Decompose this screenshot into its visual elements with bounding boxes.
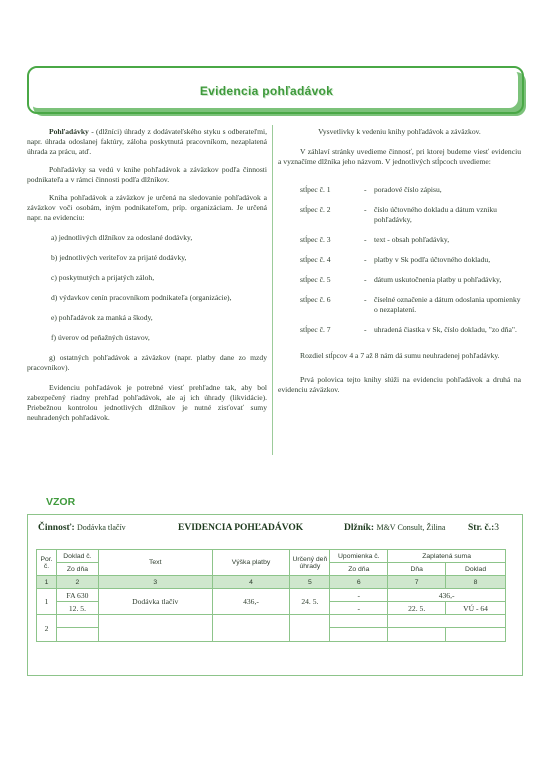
- intro-paragraph: [27, 127, 267, 157]
- page-number: Str. č.:3: [468, 523, 500, 533]
- col-num: 2: [56, 576, 98, 589]
- row1-vyska: 436,-: [212, 589, 290, 615]
- col-num: 1: [37, 576, 57, 589]
- list-item-f: f) úverov od peňažných ústavov,: [51, 333, 150, 342]
- debtor: Dlžník: M&V Consult, Žilina: [344, 523, 446, 533]
- paragraph-2: Pohľadávky sa vedú v knihe pohľadávok a záväzkov podľa činnosti podnikateľa a v rámci činnosti podľa dlžníkov.: [27, 165, 267, 184]
- table-row: [37, 589, 506, 602]
- list-item-a: a) jednotlivých dlžníkov za odoslané dodávky,: [51, 233, 193, 242]
- col-num: 8: [446, 576, 506, 589]
- sample-form: [27, 514, 523, 676]
- row1-por: 1: [37, 589, 57, 615]
- col-num: 4: [212, 576, 290, 589]
- list-item-d: d) výdavkov cenín pracovníkom podnikateľa (organizácie),: [51, 293, 232, 302]
- column-number-row: [37, 576, 506, 589]
- header-dna: Dňa: [388, 563, 446, 576]
- column-item-7: stĺpec č. 7 - uhradená čiastka v Sk, číslo dokladu, "zo dňa".: [300, 325, 517, 334]
- col-num: 7: [388, 576, 446, 589]
- column-divider: [272, 125, 273, 455]
- column-item-4: stĺpec č. 4 - platby v Sk podľa účtovného dokladu,: [300, 255, 491, 264]
- header-doklad2: Doklad: [446, 563, 506, 576]
- header-upomienka-zo: Zo dňa: [330, 563, 388, 576]
- header-urceny: Určený deň úhrady: [290, 550, 330, 576]
- header-por: Por. č.: [37, 550, 57, 576]
- explanations-heading: Vysvetlivky k vedeniu knihy pohľadávok a záväzkov.: [318, 127, 481, 136]
- right-column: [278, 127, 521, 395]
- form-title: EVIDENCIA POHĽADÁVOK: [178, 523, 304, 533]
- explanations-intro: V záhlaví stránky uvedieme činnosť, pri ktorej budeme viesť evidenciu a vyznačíme dlžníka jeho názvom. V jednotlivých stĺpcoch uvedieme:: [278, 147, 521, 166]
- difference-note: Rozdiel stĺpcov 4 a 7 až 8 nám dá sumu neuhradenej pohľadávky.: [300, 351, 500, 360]
- activity: Činnosť: Dodávka tlačív: [38, 523, 126, 533]
- header-upomienka: Upomienka č.: [330, 550, 388, 563]
- left-column: [27, 127, 267, 423]
- list-item-c: c) poskytnutých a prijatých záloh,: [51, 273, 155, 282]
- column-item-6: stĺpec č. 6 - číselné označenie a dátum odoslania upomienky o nezaplatení.: [300, 295, 521, 314]
- paragraph-4: Evidenciu pohľadávok je potrebné viesť prehľadne tak, aby bol zabezpečený riadny prehľad pohľadávok, ale aj ich úhrady (likvidácie). Priebežnou kontrolou jednotlivých dlžníkov je nutné zisťovať sumy neuhradených pohľadávok.: [27, 383, 267, 422]
- row2-por: 2: [37, 615, 57, 642]
- page-title: Evidencia pohľadávok: [199, 84, 334, 98]
- row1-upomienka-zo: -: [330, 602, 388, 615]
- column-item-3: stĺpec č. 3 - text - obsah pohľadávky,: [300, 235, 450, 244]
- column-item-1: stĺpec č. 1 - poradové číslo zápisu,: [300, 185, 442, 194]
- receivables-table: [36, 549, 506, 642]
- col-num: 6: [330, 576, 388, 589]
- list-item-e: e) pohľadávok za manká a škody,: [51, 313, 153, 322]
- row1-doklad: FA 630: [56, 589, 98, 602]
- row1-zo-dna: 12. 5.: [56, 602, 98, 615]
- list-item-b: b) jednotlivých veriteľov za prijaté dodávky,: [51, 253, 187, 262]
- column-item-5: stĺpec č. 5 - dátum uskutočnenia platby u pohľadávky,: [300, 275, 502, 284]
- intro-text: - (dlžníci) úhrady z dodávateľského styku s odberateľmi, napr. úhrada odoslanej faktúry, záloha poskytnutá pracovníkom, nezaplatená úhrada za prácu, atď.: [27, 127, 267, 156]
- row1-upomienka: -: [330, 589, 388, 602]
- list-item-g: g) ostatných pohľadávok a záväzkov (napr. platby dane zo mzdy pracovníkov).: [27, 353, 267, 372]
- intro-term: Pohľadávky: [49, 127, 89, 136]
- row1-doklad2: VÚ - 64: [446, 602, 506, 615]
- book-halves-note: Prvá polovica tejto knihy slúži na evidenciu pohľadávok a druhá na evidenciu záväzkov.: [278, 375, 521, 394]
- header-zaplatena: Zaplatená suma: [388, 550, 506, 563]
- col-num: 5: [290, 576, 330, 589]
- row1-suma: 436,-: [388, 589, 506, 602]
- column-item-2: stĺpec č. 2 - číslo účtovného dokladu a dátum vzniku pohľadávky,: [300, 205, 497, 224]
- header-vyska: Výška platby: [212, 550, 290, 576]
- header-doklad: Doklad č.: [56, 550, 98, 563]
- row1-text: Dodávka tlačív: [98, 589, 212, 615]
- header-zo-dna: Zo dňa: [56, 563, 98, 576]
- table-row: [37, 615, 506, 628]
- row1-dna: 22. 5.: [388, 602, 446, 615]
- sample-label: VZOR: [46, 496, 76, 508]
- col-num: 3: [98, 576, 212, 589]
- form-header: [38, 523, 512, 539]
- header-row-1: [37, 550, 506, 563]
- column-list: [278, 185, 521, 335]
- paragraph-3: Kniha pohľadávok a záväzkov je určená na sledovanie pohľadávok a záväzkov voči osobám, iným podnikateľom, príp. organizáciam. Je určená napr. na evidenciu:: [27, 193, 267, 222]
- header-text: Text: [98, 550, 212, 576]
- row1-urceny: 24. 5.: [290, 589, 330, 615]
